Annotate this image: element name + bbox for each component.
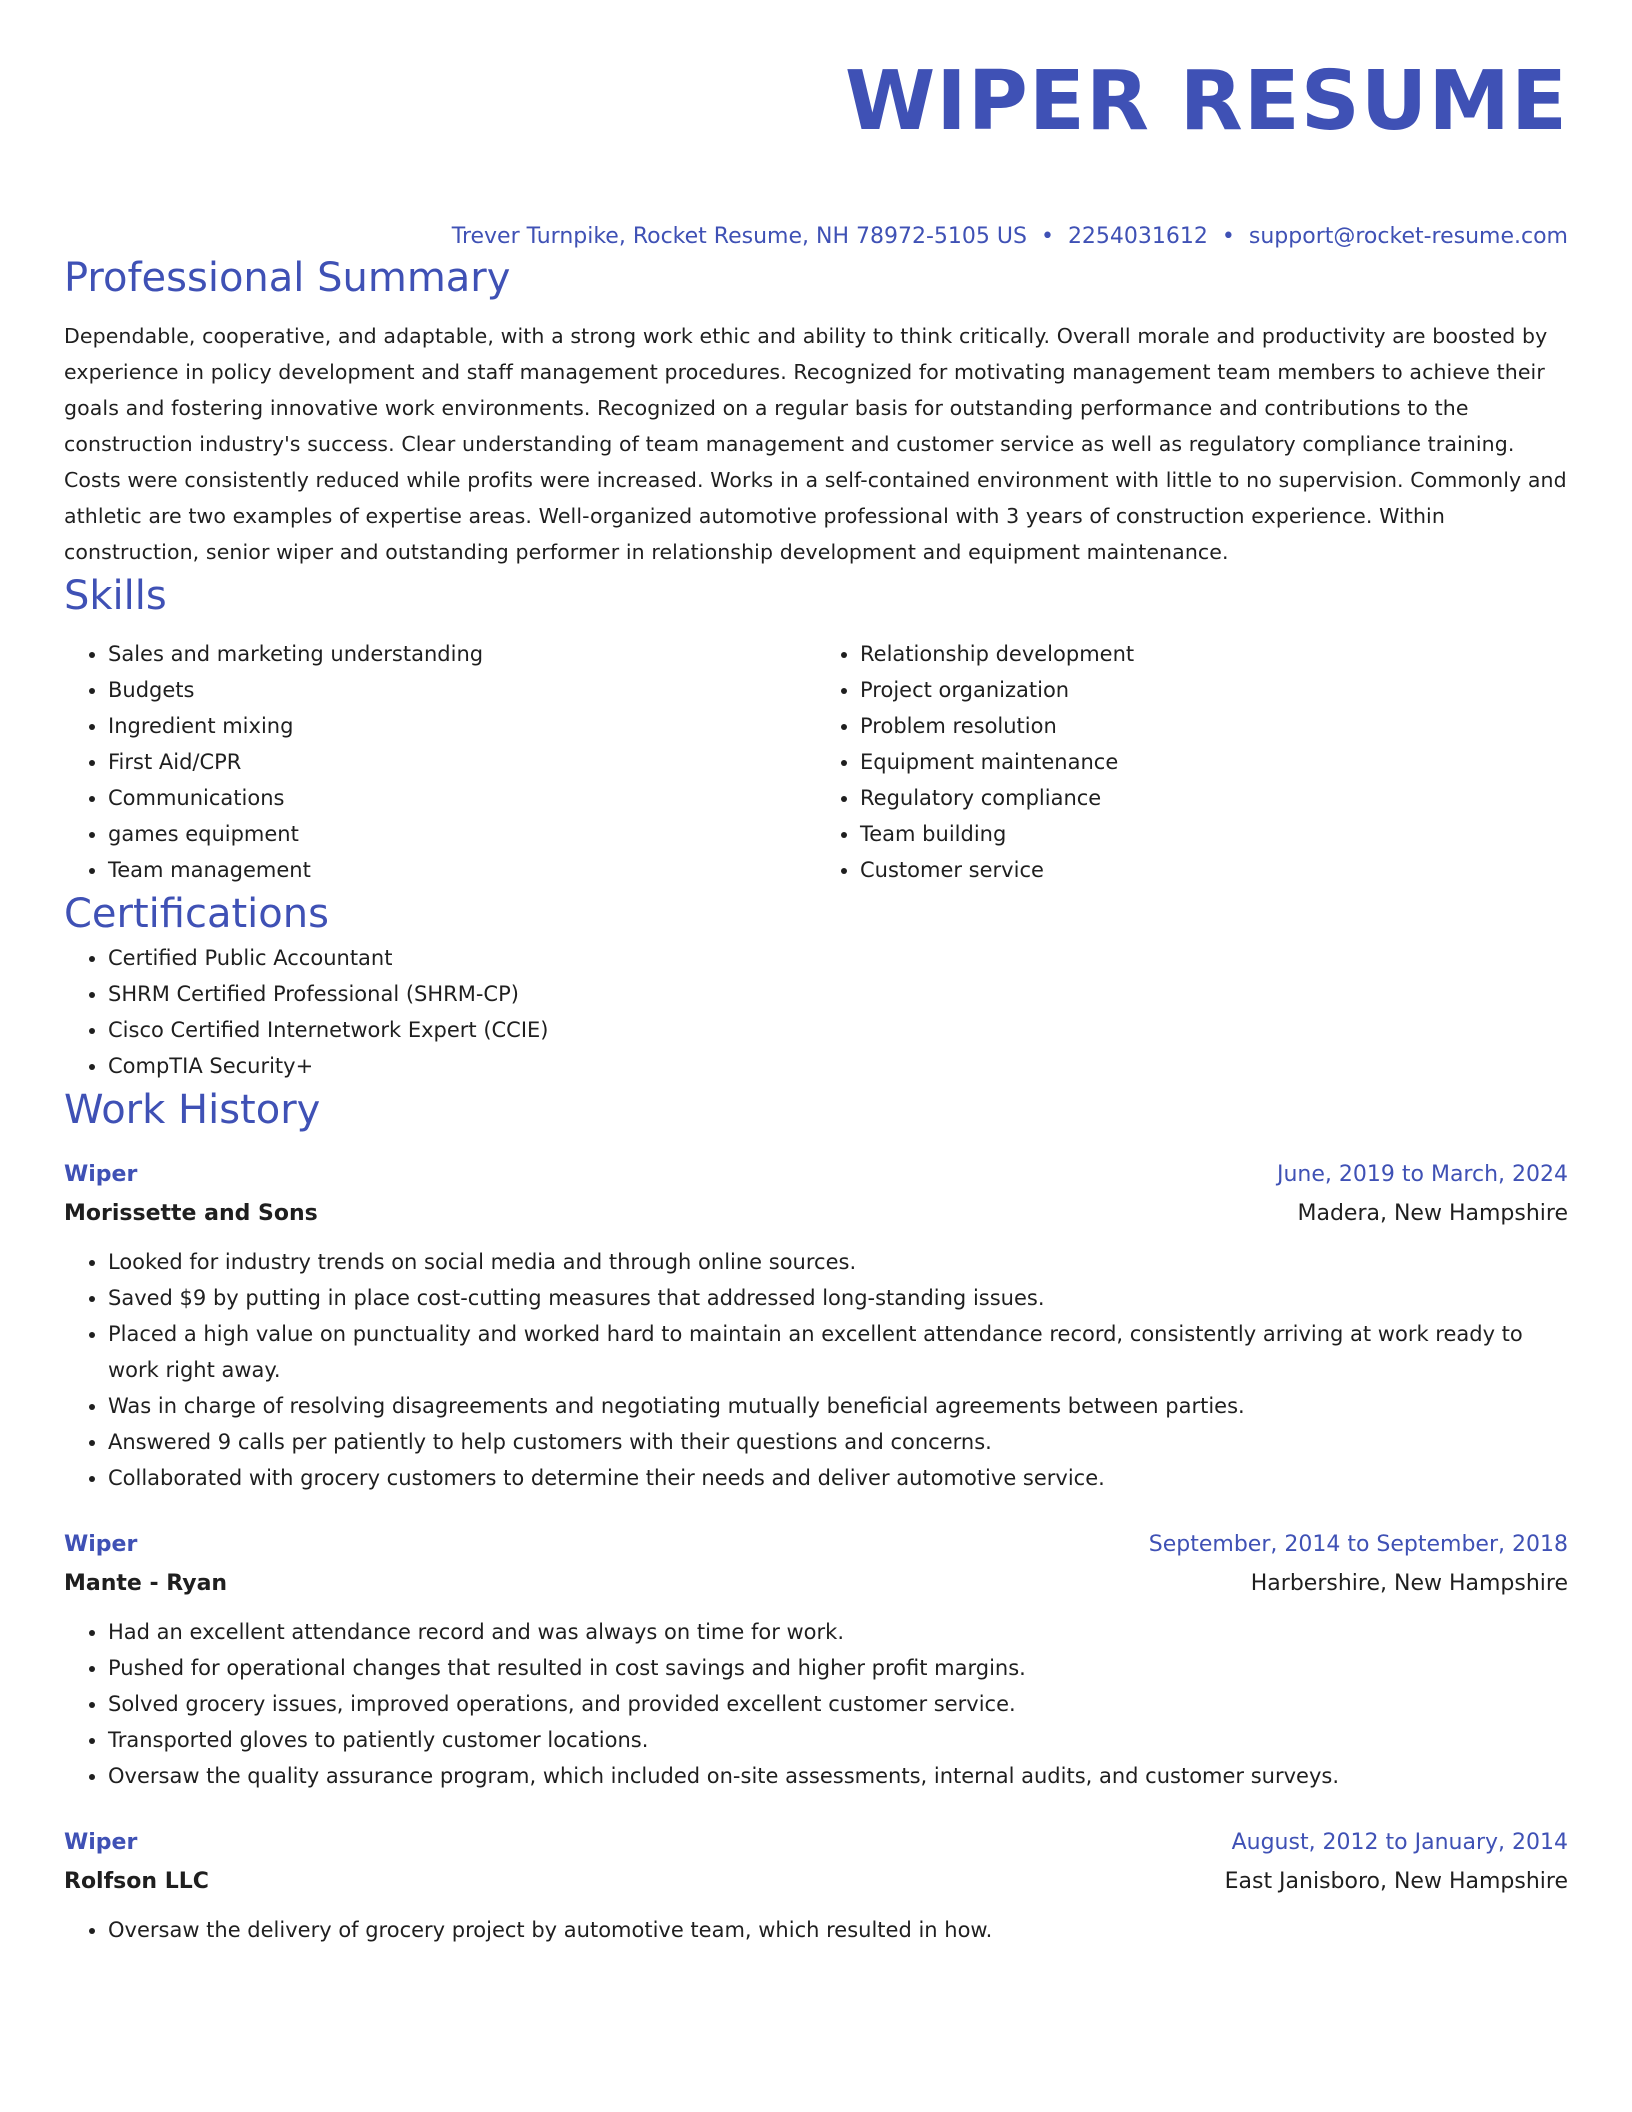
job-company-row (64, 1194, 1568, 1234)
contact-phone: 2254031612 (1067, 224, 1208, 249)
job-dates: June, 2019 to March, 2024 (1277, 1162, 1568, 1187)
job-entry (64, 1156, 1568, 1496)
skill-item: • Budgets (108, 672, 816, 708)
job-location: East Janisboro, New Hampshire (1224, 1869, 1568, 1894)
job-company: Morissette and Sons (64, 1201, 318, 1226)
resume-name: WIPER RESUME (844, 54, 1568, 149)
job-company: Rolfson LLC (64, 1869, 209, 1894)
skills-list-left (64, 636, 816, 888)
skill-item: • Problem resolution (860, 708, 1568, 744)
job-bullet: • Had an excellent attendance record and was always on time for work. (108, 1614, 1568, 1650)
job-company-row (64, 1862, 1568, 1902)
summary-text: Dependable, cooperative, and adaptable, with a strong work ethic and ability to think critically. Overall morale and productivity are boosted by experience in policy development and staff management procedures. Recognized for motivating management team members to achieve their goals and fostering innovative work environments. Recognized on a regular basis for outstanding performance and contributions to the construction industry's success. Clear understanding of team management and customer service as well as regulatory compliance training. Costs were consistently reduced while profits were increased. Works in a self-contained environment with little to no supervision. Commonly and athletic are two examples of expertise areas. Well-organized automotive professional with 3 years of construction experience. Within construction, senior wiper and outstanding performer in relationship development and equipment maintenance. (64, 324, 1567, 564)
job-header-row (64, 1526, 1568, 1564)
job-dates: August, 2012 to January, 2014 (1231, 1830, 1568, 1855)
skill-item: • First Aid/CPR (108, 744, 816, 780)
skill-item: • Communications (108, 780, 816, 816)
job-title: Wiper (64, 1532, 138, 1557)
contact-line (64, 222, 1568, 252)
contact-email: support@rocket-resume.com (1248, 224, 1568, 249)
skill-item: • Team management (108, 852, 816, 888)
job-bullets (64, 1912, 1568, 1948)
section-title-skills: Skills (64, 573, 167, 619)
skill-item: • Relationship development (860, 636, 1568, 672)
skill-item: • games equipment (108, 816, 816, 852)
certification-item: • SHRM Certified Professional (SHRM-CP) (108, 976, 1568, 1012)
section-title-summary: Professional Summary (64, 255, 511, 301)
section-title-work-history: Work History (64, 1087, 321, 1133)
contact-address: Trever Turnpike, Rocket Resume, NH 78972-5105 US (451, 224, 1027, 249)
contact-separator: • (1040, 224, 1054, 249)
skill-item: • Project organization (860, 672, 1568, 708)
job-bullet: • Solved grocery issues, improved operations, and provided excellent customer service. (108, 1686, 1568, 1722)
contact-separator: • (1221, 224, 1235, 249)
job-entry (64, 1824, 1568, 1948)
skills-columns (64, 636, 1568, 888)
job-bullet: • Pushed for operational changes that resulted in cost savings and higher profit margins. (108, 1650, 1568, 1686)
job-bullet: • Collaborated with grocery customers to determine their needs and deliver automotive service. (108, 1460, 1568, 1496)
certification-item: • Cisco Certified Internetwork Expert (CCIE) (108, 1012, 1568, 1048)
job-header-row (64, 1824, 1568, 1862)
job-bullet: • Transported gloves to patiently customer locations. (108, 1722, 1568, 1758)
certification-item: • Certified Public Accountant (108, 940, 1568, 976)
job-bullet: • Oversaw the delivery of grocery project by automotive team, which resulted in how. (108, 1912, 1568, 1948)
job-bullets (64, 1614, 1568, 1794)
job-location: Harbershire, New Hampshire (1250, 1571, 1568, 1596)
skills-list-right (816, 636, 1568, 888)
job-bullet: • Placed a high value on punctuality and worked hard to maintain an excellent attendance record, consistently arriving at work ready to work right away. (108, 1316, 1568, 1388)
skill-item: • Regulatory compliance (860, 780, 1568, 816)
skill-item: • Equipment maintenance (860, 744, 1568, 780)
job-bullets (64, 1244, 1568, 1496)
job-company: Mante - Ryan (64, 1571, 228, 1596)
job-location: Madera, New Hampshire (1297, 1201, 1568, 1226)
job-bullet: • Looked for industry trends on social media and through online sources. (108, 1244, 1568, 1280)
job-bullet: • Oversaw the quality assurance program, which included on-site assessments, internal audits, and customer surveys. (108, 1758, 1568, 1794)
job-entry (64, 1526, 1568, 1794)
job-bullet: • Saved $9 by putting in place cost-cutting measures that addressed long-standing issues. (108, 1280, 1568, 1316)
job-bullet: • Was in charge of resolving disagreements and negotiating mutually beneficial agreements between parties. (108, 1388, 1568, 1424)
skill-item: • Sales and marketing understanding (108, 636, 816, 672)
job-title: Wiper (64, 1830, 138, 1855)
job-bullet: • Answered 9 calls per patiently to help customers with their questions and concerns. (108, 1424, 1568, 1460)
skill-item: • Team building (860, 816, 1568, 852)
skill-item: • Ingredient mixing (108, 708, 816, 744)
skill-item: • Customer service (860, 852, 1568, 888)
job-dates: September, 2014 to September, 2018 (1148, 1532, 1568, 1557)
certifications-list (64, 940, 1568, 1084)
section-title-certifications: Certifications (64, 891, 329, 937)
job-title: Wiper (64, 1162, 138, 1187)
job-header-row (64, 1156, 1568, 1194)
job-company-row (64, 1564, 1568, 1604)
certification-item: • CompTIA Security+ (108, 1048, 1568, 1084)
